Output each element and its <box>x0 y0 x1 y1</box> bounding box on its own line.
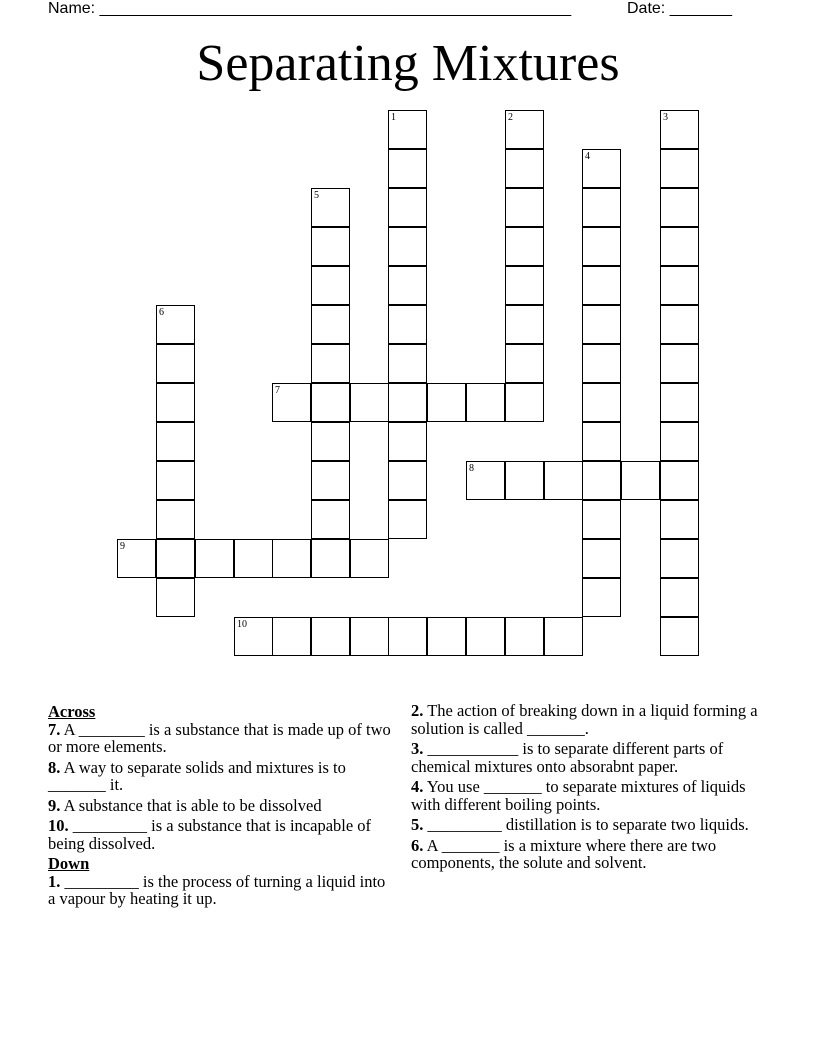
crossword-cell[interactable] <box>582 500 621 539</box>
crossword-cell[interactable] <box>156 383 195 422</box>
crossword-cell[interactable] <box>388 422 427 461</box>
clue-item-text: _________ is a substance that is incapable of being dissolved. <box>48 816 372 853</box>
clue-item-number: 3. <box>411 739 424 758</box>
crossword-cell[interactable] <box>466 461 505 500</box>
clue-item-number: 6. <box>411 835 424 855</box>
clue-item-text: _________ is the process of turning a liquid into a vapour by heating it up. <box>48 871 386 908</box>
down-clue-list <box>48 873 393 908</box>
crossword-cell[interactable] <box>388 344 427 383</box>
crossword-cell[interactable] <box>388 149 427 188</box>
crossword-cell[interactable] <box>272 539 311 578</box>
clue-item <box>411 702 771 737</box>
crossword-cell[interactable] <box>388 266 427 305</box>
crossword-cell[interactable] <box>582 461 621 500</box>
crossword-cell[interactable] <box>660 149 699 188</box>
clue-item-text: A _______ is a mixture where there are two components, the solute and solvent. <box>411 835 717 872</box>
crossword-cell[interactable] <box>350 539 389 578</box>
crossword-cell[interactable] <box>156 461 195 500</box>
clue-item <box>411 816 771 834</box>
crossword-cell[interactable] <box>350 617 389 656</box>
crossword-cell[interactable] <box>466 617 505 656</box>
crossword-cell[interactable] <box>156 500 195 539</box>
crossword-cell[interactable] <box>427 617 466 656</box>
crossword-cell[interactable] <box>350 383 389 422</box>
down-heading: Down <box>48 854 90 873</box>
crossword-cell[interactable] <box>582 578 621 617</box>
crossword-cell[interactable] <box>234 539 273 578</box>
clue-number: 9 <box>120 541 125 552</box>
crossword-cell[interactable] <box>505 266 544 305</box>
crossword-cell[interactable] <box>311 539 350 578</box>
across-heading: Across <box>48 702 96 721</box>
clue-item <box>411 740 771 775</box>
clue-number: 1 <box>391 112 396 123</box>
crossword-cell[interactable] <box>234 617 273 656</box>
crossword-cell[interactable] <box>505 149 544 188</box>
crossword-cell[interactable] <box>388 110 427 149</box>
clue-item-text: ___________ is to separate different parts of chemical mixtures onto absorabnt paper. <box>411 739 724 776</box>
crossword-cell[interactable] <box>311 227 350 266</box>
crossword-cell[interactable] <box>582 539 621 578</box>
crossword-cell[interactable] <box>505 110 544 149</box>
clue-item-text: A substance that is able to be dissolved <box>60 795 322 815</box>
clue-item <box>411 778 771 813</box>
crossword-cell[interactable] <box>388 461 427 500</box>
crossword-cell[interactable] <box>272 617 311 656</box>
clue-item-text: The action of breaking down in a liquid forming a solution is called _______. <box>411 701 758 738</box>
crossword-cell[interactable] <box>582 188 621 227</box>
clue-number: 2 <box>508 112 513 123</box>
clue-item-number: 9. <box>48 795 61 815</box>
crossword-cell[interactable] <box>660 617 699 656</box>
crossword-cell[interactable] <box>117 539 156 578</box>
crossword-cell[interactable] <box>582 227 621 266</box>
crossword-cell[interactable] <box>156 422 195 461</box>
clue-item <box>48 721 393 756</box>
crossword-cell[interactable] <box>388 188 427 227</box>
crossword-cell[interactable] <box>582 344 621 383</box>
clue-item-number: 4. <box>411 777 424 796</box>
crossword-cell[interactable] <box>660 422 699 461</box>
crossword-cell[interactable] <box>311 617 350 656</box>
crossword-cell[interactable] <box>427 383 466 422</box>
clue-item-number: 8. <box>48 757 61 777</box>
clue-number: 7 <box>275 385 280 396</box>
crossword-cell[interactable] <box>660 461 699 500</box>
crossword-cell[interactable] <box>388 383 427 422</box>
clues-left-column <box>48 702 393 911</box>
crossword-cell[interactable] <box>660 227 699 266</box>
clue-item-number: 1. <box>48 871 61 891</box>
crossword-cell[interactable] <box>621 461 660 500</box>
crossword-cell[interactable] <box>660 383 699 422</box>
clue-item-number: 2. <box>411 701 424 720</box>
clue-item <box>48 797 393 815</box>
crossword-cell[interactable] <box>505 617 544 656</box>
crossword-cell[interactable] <box>311 500 350 539</box>
crossword-cell[interactable] <box>311 383 350 422</box>
crossword-cell[interactable] <box>660 188 699 227</box>
crossword-cell[interactable] <box>582 383 621 422</box>
clue-item <box>48 759 393 794</box>
crossword-cell[interactable] <box>466 383 505 422</box>
crossword-cell[interactable] <box>660 578 699 617</box>
clue-item-text: A ________ is a substance that is made up of two or more elements. <box>48 719 391 756</box>
crossword-cell[interactable] <box>660 344 699 383</box>
crossword-cell[interactable] <box>544 617 583 656</box>
crossword-cell[interactable] <box>156 539 195 578</box>
crossword-cell[interactable] <box>388 617 427 656</box>
crossword-cell[interactable] <box>156 578 195 617</box>
crossword-cell[interactable] <box>660 110 699 149</box>
clue-number: 6 <box>159 307 164 318</box>
crossword-cell[interactable] <box>388 305 427 344</box>
crossword-cell[interactable] <box>582 149 621 188</box>
crossword-cell[interactable] <box>660 539 699 578</box>
crossword-cell[interactable] <box>156 305 195 344</box>
clue-item-text: You use _______ to separate mixtures of liquids with different boiling points. <box>411 777 746 814</box>
clue-number: 3 <box>663 112 668 123</box>
clue-item-number: 5. <box>411 815 424 834</box>
crossword-cell[interactable] <box>156 344 195 383</box>
clue-item <box>48 817 393 852</box>
date-field-label: Date: _______ <box>627 0 732 17</box>
clue-item <box>411 837 771 872</box>
crossword-cell[interactable] <box>311 188 350 227</box>
clues-right-column <box>411 702 771 875</box>
crossword-cell[interactable] <box>311 422 350 461</box>
across-clue-list <box>48 721 393 853</box>
crossword-cell[interactable] <box>311 344 350 383</box>
crossword-cell[interactable] <box>582 305 621 344</box>
down-clue-list-continued <box>411 702 771 872</box>
clue-number: 8 <box>469 463 474 474</box>
crossword-cell[interactable] <box>505 227 544 266</box>
crossword-cell[interactable] <box>544 461 583 500</box>
crossword-cell[interactable] <box>505 383 544 422</box>
crossword-cell[interactable] <box>311 266 350 305</box>
crossword-cell[interactable] <box>311 305 350 344</box>
crossword-cell[interactable] <box>505 344 544 383</box>
crossword-cell[interactable] <box>272 383 311 422</box>
clue-item-number: 10. <box>48 816 69 835</box>
crossword-cell[interactable] <box>505 188 544 227</box>
clue-number: 10 <box>237 619 247 630</box>
crossword-cell[interactable] <box>195 539 234 578</box>
crossword-cell[interactable] <box>388 500 427 539</box>
clue-number: 5 <box>314 190 319 201</box>
page-title: Separating Mixtures <box>196 35 620 92</box>
clue-item-text: A way to separate solids and mixtures is to _______ it. <box>48 757 346 794</box>
clue-number: 4 <box>585 151 590 162</box>
clue-item <box>48 873 393 908</box>
crossword-cell[interactable] <box>582 266 621 305</box>
crossword-cell[interactable] <box>582 422 621 461</box>
crossword-cell[interactable] <box>505 461 544 500</box>
clue-item-number: 7. <box>48 719 61 739</box>
crossword-cell[interactable] <box>388 227 427 266</box>
crossword-cell[interactable] <box>505 305 544 344</box>
name-field-label: Name: _____________________________________________________ <box>48 0 572 17</box>
crossword-cell[interactable] <box>311 461 350 500</box>
clue-item-text: _________ distillation is to separate two liquids. <box>423 815 749 834</box>
crossword-cell[interactable] <box>660 500 699 539</box>
crossword-cell[interactable] <box>660 266 699 305</box>
crossword-cell[interactable] <box>660 305 699 344</box>
